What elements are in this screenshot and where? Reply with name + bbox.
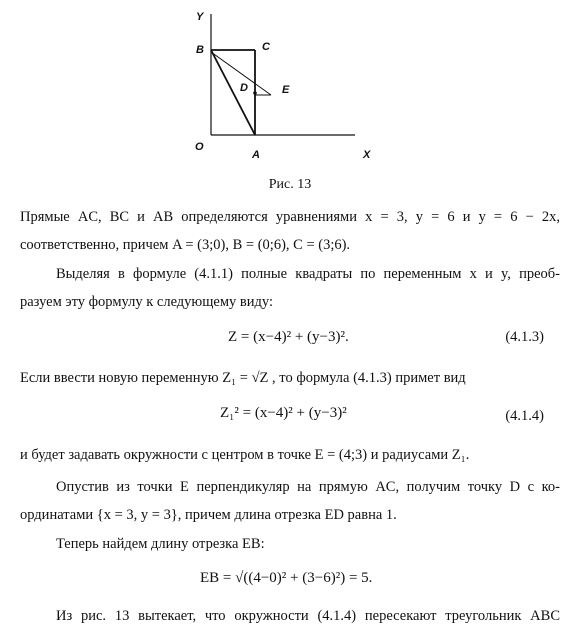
paragraph-4: и будет задавать окружности с центром в точке E = (4;3) и радиусами Z₁. — [20, 447, 470, 463]
point-a-label: A — [252, 149, 260, 161]
point-d — [253, 91, 257, 95]
equation-eb: EB = √((4−0)² + (3−6)²) = 5. — [200, 570, 373, 586]
point-c-label: C — [262, 41, 270, 53]
geometry-diagram — [0, 0, 580, 200]
point-e-label: E — [282, 84, 290, 96]
paragraph-3: Если ввести новую переменную Z₁ = √Z , то формула (4.1.3) примет вид — [20, 370, 466, 386]
origin-label: O — [195, 141, 204, 153]
equation-4-1-3: Z = (x−4)² + (y−3)². — [228, 329, 349, 345]
paragraph-6: Теперь найдем длину отрезка EB: — [56, 536, 265, 552]
segment-ab — [211, 50, 255, 135]
paragraph-7: Из рис. 13 вытекает, что окружности (4.1.4) пересекают треугольник ABC — [56, 608, 560, 624]
point-b-label: B — [196, 44, 204, 56]
x-axis-label: X — [363, 149, 371, 161]
paragraph-1-line-1: Прямые AC, BC и AB определяются уравнениями x = 3, y = 6 и y = 6 − 2x, — [20, 209, 560, 225]
paragraph-5-line-2: ординатами {x = 3, y = 3}, причем длина отрезка ED равна 1. — [20, 507, 397, 523]
equation-4-1-4: Z₁² = (x−4)² + (y−3)² — [220, 405, 347, 421]
paragraph-2-line-2: разуем эту формулу к следующему виду: — [20, 294, 273, 310]
paragraph-5-line-1: Опустив из точки E перпендикуляр на прямую AC, получим точку D с ко- — [56, 479, 560, 495]
point-d-label: D — [240, 82, 248, 94]
y-axis-label: Y — [196, 11, 204, 23]
paragraph-2-line-1: Выделяя в формуле (4.1.1) полные квадраты по переменным x и y, преоб- — [56, 266, 560, 282]
figure-caption: Рис. 13 — [268, 177, 312, 192]
equation-number-4-1-3: (4.1.3) — [505, 329, 544, 345]
paragraph-1-line-2: соответственно, причем A = (3;0), B = (0;6), C = (3;6). — [20, 237, 351, 253]
equation-number-4-1-4: (4.1.4) — [505, 408, 544, 424]
figure-13 — [0, 0, 580, 200]
